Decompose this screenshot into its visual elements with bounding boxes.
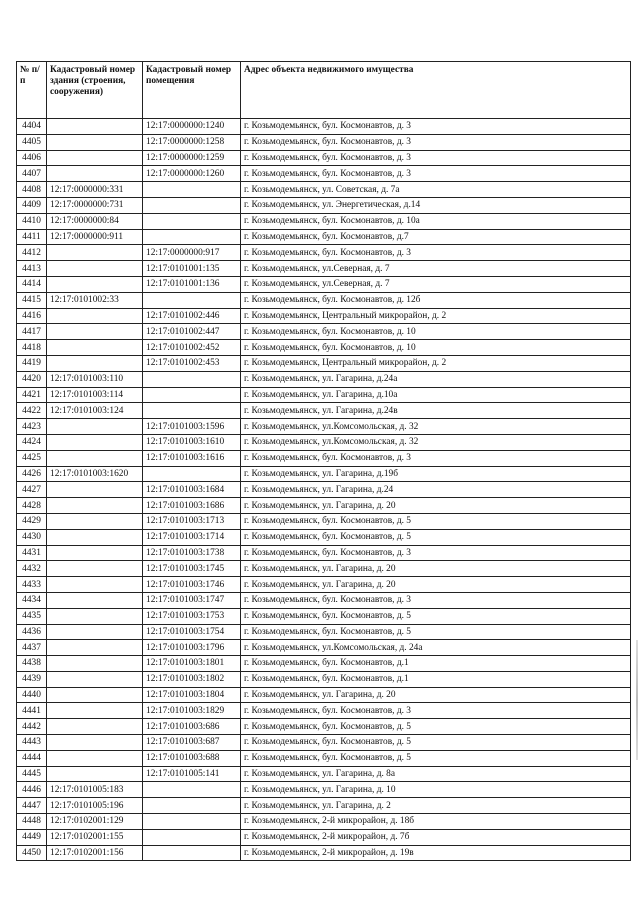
table-row — [17, 450, 631, 466]
premises-cadastral-cell — [143, 403, 241, 419]
address-cell: г. Козьмодемьянск, бул. Космонавтов, д. 3 — [241, 545, 631, 561]
building-cadastral-cell — [47, 719, 143, 735]
building-cadastral-cell — [47, 498, 143, 514]
address-cell: г. Козьмодемьянск, ул.Комсомольская, д. 32 — [241, 434, 631, 450]
row-number-cell: 4420 — [17, 371, 47, 387]
building-cadastral-cell: 12:17:0101003:124 — [47, 403, 143, 419]
building-cadastral-cell — [47, 276, 143, 292]
address-cell: г. Козьмодемьянск, бул. Космонавтов, д. 5 — [241, 513, 631, 529]
row-number-cell: 4447 — [17, 798, 47, 814]
row-number-cell: 4422 — [17, 403, 47, 419]
building-cadastral-cell — [47, 545, 143, 561]
premises-cadastral-cell: 12:17:0000000:1260 — [143, 166, 241, 182]
address-cell: г. Козьмодемьянск, ул.Комсомольская, д. 24а — [241, 640, 631, 656]
building-cadastral-cell — [47, 577, 143, 593]
row-number-cell: 4413 — [17, 261, 47, 277]
premises-cadastral-cell: 12:17:0101003:1746 — [143, 577, 241, 593]
premises-cadastral-cell: 12:17:0101003:1829 — [143, 703, 241, 719]
address-cell: г. Козьмодемьянск, 2-й микрорайон, д. 18б — [241, 814, 631, 830]
row-number-cell: 4406 — [17, 150, 47, 166]
building-cadastral-cell — [47, 624, 143, 640]
table-row — [17, 182, 631, 198]
row-number-cell: 4424 — [17, 434, 47, 450]
building-cadastral-cell: 12:17:0000000:911 — [47, 229, 143, 245]
row-number-cell: 4408 — [17, 182, 47, 198]
row-number-cell: 4438 — [17, 656, 47, 672]
table-row — [17, 498, 631, 514]
row-number-cell: 4450 — [17, 845, 47, 861]
table-body — [17, 119, 631, 861]
premises-cadastral-cell: 12:17:0101003:1802 — [143, 671, 241, 687]
address-cell: г. Козьмодемьянск, ул. Энергетическая, д.14 — [241, 197, 631, 213]
address-cell: г. Козьмодемьянск, ул.Северная, д. 7 — [241, 276, 631, 292]
building-cadastral-cell — [47, 640, 143, 656]
address-cell: г. Козьмодемьянск, ул. Гагарина, д.24 — [241, 482, 631, 498]
building-cadastral-cell — [47, 434, 143, 450]
address-cell: г. Козьмодемьянск, ул. Гагарина, д. 8а — [241, 766, 631, 782]
row-number-cell: 4445 — [17, 766, 47, 782]
building-cadastral-cell — [47, 419, 143, 435]
table-row — [17, 292, 631, 308]
address-cell: г. Козьмодемьянск, ул. Гагарина, д. 20 — [241, 498, 631, 514]
row-number-cell: 4428 — [17, 498, 47, 514]
premises-cadastral-cell — [143, 182, 241, 198]
premises-cadastral-cell: 12:17:0101003:1796 — [143, 640, 241, 656]
table-row — [17, 608, 631, 624]
building-cadastral-cell: 12:17:0000000:331 — [47, 182, 143, 198]
table-row — [17, 403, 631, 419]
premises-cadastral-cell: 12:17:0000000:1240 — [143, 119, 241, 135]
row-number-cell: 4429 — [17, 513, 47, 529]
address-cell: г. Козьмодемьянск, бул. Космонавтов, д. 3 — [241, 245, 631, 261]
address-cell: г. Козьмодемьянск, ул. Гагарина, д. 10 — [241, 782, 631, 798]
table-row — [17, 814, 631, 830]
premises-cadastral-cell: 12:17:0101003:1616 — [143, 450, 241, 466]
table-row — [17, 671, 631, 687]
table-row — [17, 561, 631, 577]
building-cadastral-cell: 12:17:0101005:196 — [47, 798, 143, 814]
building-cadastral-cell — [47, 245, 143, 261]
table-row — [17, 529, 631, 545]
row-number-cell: 4414 — [17, 276, 47, 292]
address-cell: г. Козьмодемьянск, бул. Космонавтов, д. 3 — [241, 150, 631, 166]
building-cadastral-cell — [47, 324, 143, 340]
address-cell: г. Козьмодемьянск, 2-й микрорайон, д. 19в — [241, 845, 631, 861]
address-cell: г. Козьмодемьянск, ул. Гагарина, д.24в — [241, 403, 631, 419]
building-cadastral-cell: 12:17:0101003:1620 — [47, 466, 143, 482]
table-row — [17, 355, 631, 371]
building-cadastral-cell — [47, 671, 143, 687]
row-number-cell: 4437 — [17, 640, 47, 656]
building-cadastral-cell — [47, 687, 143, 703]
premises-cadastral-cell: 12:17:0101003:1738 — [143, 545, 241, 561]
address-cell: г. Козьмодемьянск, бул. Космонавтов, д. 3 — [241, 119, 631, 135]
premises-cadastral-cell: 12:17:0000000:1258 — [143, 134, 241, 150]
table-row — [17, 197, 631, 213]
row-number-cell: 4440 — [17, 687, 47, 703]
row-number-cell: 4431 — [17, 545, 47, 561]
row-number-cell: 4412 — [17, 245, 47, 261]
table-row — [17, 308, 631, 324]
address-cell: г. Козьмодемьянск, бул. Космонавтов, д. 5 — [241, 624, 631, 640]
premises-cadastral-cell — [143, 229, 241, 245]
premises-cadastral-cell: 12:17:0101003:1686 — [143, 498, 241, 514]
premises-cadastral-cell: 12:17:0101002:453 — [143, 355, 241, 371]
address-cell: г. Козьмодемьянск, ул. Гагарина, д. 20 — [241, 561, 631, 577]
address-cell: г. Козьмодемьянск, бул. Космонавтов, д. 5 — [241, 719, 631, 735]
table-row — [17, 782, 631, 798]
row-number-cell: 4446 — [17, 782, 47, 798]
address-cell: г. Козьмодемьянск, бул. Космонавтов, д. 5 — [241, 750, 631, 766]
table-row — [17, 387, 631, 403]
premises-cadastral-cell: 12:17:0101001:136 — [143, 276, 241, 292]
row-number-cell: 4405 — [17, 134, 47, 150]
premises-cadastral-cell — [143, 829, 241, 845]
address-cell: г. Козьмодемьянск, бул. Космонавтов, д. 10а — [241, 213, 631, 229]
table-row — [17, 592, 631, 608]
building-cadastral-cell — [47, 308, 143, 324]
building-cadastral-cell — [47, 608, 143, 624]
building-cadastral-cell: 12:17:0102001:129 — [47, 814, 143, 830]
row-number-cell: 4434 — [17, 592, 47, 608]
table-row — [17, 371, 631, 387]
premises-cadastral-cell: 12:17:0101003:1714 — [143, 529, 241, 545]
row-number-cell: 4410 — [17, 213, 47, 229]
address-cell: г. Козьмодемьянск, бул. Космонавтов, д. 3 — [241, 592, 631, 608]
row-number-cell: 4444 — [17, 750, 47, 766]
table-row — [17, 687, 631, 703]
address-cell: г. Козьмодемьянск, бул. Космонавтов, д. 10 — [241, 324, 631, 340]
table-row — [17, 656, 631, 672]
premises-cadastral-cell: 12:17:0101001:135 — [143, 261, 241, 277]
premises-cadastral-cell: 12:17:0101003:686 — [143, 719, 241, 735]
premises-cadastral-cell: 12:17:0101002:446 — [143, 308, 241, 324]
address-cell: г. Козьмодемьянск, бул. Космонавтов, д. 3 — [241, 134, 631, 150]
row-number-cell: 4433 — [17, 577, 47, 593]
header-property-address: Адрес объекта недвижимого имущества — [241, 62, 631, 119]
building-cadastral-cell — [47, 766, 143, 782]
building-cadastral-cell — [47, 355, 143, 371]
row-number-cell: 4416 — [17, 308, 47, 324]
table-row — [17, 213, 631, 229]
table-row — [17, 577, 631, 593]
building-cadastral-cell — [47, 340, 143, 356]
address-cell: г. Козьмодемьянск, бул. Космонавтов, д. 5 — [241, 735, 631, 751]
table-row — [17, 340, 631, 356]
address-cell: г. Козьмодемьянск, бул. Космонавтов, д.7 — [241, 229, 631, 245]
address-cell: г. Козьмодемьянск, бул. Космонавтов, д. 3 — [241, 166, 631, 182]
address-cell: г. Козьмодемьянск, ул. Советская, д. 7а — [241, 182, 631, 198]
address-cell: г. Козьмодемьянск, бул. Космонавтов, д. 5 — [241, 529, 631, 545]
header-row — [17, 62, 631, 119]
table-row — [17, 434, 631, 450]
row-number-cell: 4421 — [17, 387, 47, 403]
premises-cadastral-cell: 12:17:0101003:1747 — [143, 592, 241, 608]
table-row — [17, 750, 631, 766]
scan-edge-mark — [636, 640, 638, 760]
premises-cadastral-cell — [143, 387, 241, 403]
row-number-cell: 4419 — [17, 355, 47, 371]
row-number-cell: 4425 — [17, 450, 47, 466]
building-cadastral-cell — [47, 750, 143, 766]
table-row — [17, 766, 631, 782]
table-row — [17, 829, 631, 845]
row-number-cell: 4449 — [17, 829, 47, 845]
premises-cadastral-cell: 12:17:0101003:1610 — [143, 434, 241, 450]
row-number-cell: 4448 — [17, 814, 47, 830]
address-cell: г. Козьмодемьянск, бул. Космонавтов, д. 5 — [241, 608, 631, 624]
table-row — [17, 624, 631, 640]
building-cadastral-cell — [47, 529, 143, 545]
table-row — [17, 545, 631, 561]
building-cadastral-cell — [47, 119, 143, 135]
premises-cadastral-cell — [143, 798, 241, 814]
table-row — [17, 735, 631, 751]
premises-cadastral-cell: 12:17:0101003:1801 — [143, 656, 241, 672]
table-row — [17, 245, 631, 261]
premises-cadastral-cell: 12:17:0000000:1259 — [143, 150, 241, 166]
address-cell: г. Козьмодемьянск, ул. Гагарина, д. 20 — [241, 687, 631, 703]
address-cell: г. Козьмодемьянск, бул. Космонавтов, д. 12б — [241, 292, 631, 308]
premises-cadastral-cell — [143, 466, 241, 482]
table-row — [17, 276, 631, 292]
premises-cadastral-cell: 12:17:0101003:1804 — [143, 687, 241, 703]
address-cell: г. Козьмодемьянск, 2-й микрорайон, д. 7б — [241, 829, 631, 845]
address-cell: г. Козьмодемьянск, Центральный микрорайон, д. 2 — [241, 308, 631, 324]
building-cadastral-cell — [47, 150, 143, 166]
premises-cadastral-cell: 12:17:0101003:1713 — [143, 513, 241, 529]
building-cadastral-cell — [47, 482, 143, 498]
address-cell: г. Козьмодемьянск, бул. Космонавтов, д. 3 — [241, 450, 631, 466]
building-cadastral-cell — [47, 134, 143, 150]
property-register-table — [16, 61, 631, 861]
row-number-cell: 4436 — [17, 624, 47, 640]
premises-cadastral-cell: 12:17:0101003:1684 — [143, 482, 241, 498]
row-number-cell: 4423 — [17, 419, 47, 435]
row-number-cell: 4439 — [17, 671, 47, 687]
table-row — [17, 640, 631, 656]
premises-cadastral-cell: 12:17:0101003:1753 — [143, 608, 241, 624]
premises-cadastral-cell — [143, 782, 241, 798]
row-number-cell: 4435 — [17, 608, 47, 624]
building-cadastral-cell: 12:17:0102001:155 — [47, 829, 143, 845]
row-number-cell: 4441 — [17, 703, 47, 719]
row-number-cell: 4432 — [17, 561, 47, 577]
address-cell: г. Козьмодемьянск, бул. Космонавтов, д. 10 — [241, 340, 631, 356]
address-cell: г. Козьмодемьянск, ул. Гагарина, д.10а — [241, 387, 631, 403]
table-row — [17, 703, 631, 719]
table-row — [17, 261, 631, 277]
building-cadastral-cell — [47, 592, 143, 608]
premises-cadastral-cell: 12:17:0101002:447 — [143, 324, 241, 340]
table-row — [17, 134, 631, 150]
address-cell: г. Козьмодемьянск, ул.Северная, д. 7 — [241, 261, 631, 277]
premises-cadastral-cell — [143, 371, 241, 387]
premises-cadastral-cell: 12:17:0101003:1745 — [143, 561, 241, 577]
header-premises-cadastral-number: Кадастровый номер помещения — [143, 62, 241, 119]
premises-cadastral-cell: 12:17:0000000:917 — [143, 245, 241, 261]
table-row — [17, 150, 631, 166]
row-number-cell: 4417 — [17, 324, 47, 340]
building-cadastral-cell — [47, 450, 143, 466]
address-cell: г. Козьмодемьянск, бул. Космонавтов, д.1 — [241, 656, 631, 672]
row-number-cell: 4442 — [17, 719, 47, 735]
building-cadastral-cell — [47, 735, 143, 751]
premises-cadastral-cell: 12:17:0101003:687 — [143, 735, 241, 751]
building-cadastral-cell: 12:17:0000000:731 — [47, 197, 143, 213]
building-cadastral-cell — [47, 166, 143, 182]
row-number-cell: 4418 — [17, 340, 47, 356]
header-row-number: № п/п — [17, 62, 47, 119]
table-row — [17, 324, 631, 340]
row-number-cell: 4427 — [17, 482, 47, 498]
table-row — [17, 229, 631, 245]
table-row — [17, 419, 631, 435]
address-cell: г. Козьмодемьянск, бул. Космонавтов, д. 3 — [241, 703, 631, 719]
premises-cadastral-cell — [143, 213, 241, 229]
building-cadastral-cell: 12:17:0101003:114 — [47, 387, 143, 403]
building-cadastral-cell: 12:17:0000000:84 — [47, 213, 143, 229]
table-row — [17, 719, 631, 735]
premises-cadastral-cell — [143, 197, 241, 213]
building-cadastral-cell — [47, 703, 143, 719]
address-cell: г. Козьмодемьянск, ул.Комсомольская, д. 32 — [241, 419, 631, 435]
table-row — [17, 845, 631, 861]
address-cell: г. Козьмодемьянск, Центральный микрорайон, д. 2 — [241, 355, 631, 371]
address-cell: г. Козьмодемьянск, ул. Гагарина, д.24а — [241, 371, 631, 387]
table-row — [17, 798, 631, 814]
building-cadastral-cell: 12:17:0101005:183 — [47, 782, 143, 798]
building-cadastral-cell — [47, 513, 143, 529]
premises-cadastral-cell: 12:17:0101003:1754 — [143, 624, 241, 640]
table-header — [17, 62, 631, 119]
address-cell: г. Козьмодемьянск, бул. Космонавтов, д.1 — [241, 671, 631, 687]
building-cadastral-cell — [47, 656, 143, 672]
row-number-cell: 4426 — [17, 466, 47, 482]
premises-cadastral-cell — [143, 845, 241, 861]
table-row — [17, 513, 631, 529]
building-cadastral-cell: 12:17:0102001:156 — [47, 845, 143, 861]
row-number-cell: 4430 — [17, 529, 47, 545]
row-number-cell: 4409 — [17, 197, 47, 213]
address-cell: г. Козьмодемьянск, ул. Гагарина, д. 20 — [241, 577, 631, 593]
table-row — [17, 166, 631, 182]
row-number-cell: 4411 — [17, 229, 47, 245]
address-cell: г. Козьмодемьянск, ул. Гагарина, д.19б — [241, 466, 631, 482]
building-cadastral-cell: 12:17:0101002:33 — [47, 292, 143, 308]
building-cadastral-cell — [47, 561, 143, 577]
premises-cadastral-cell: 12:17:0101003:688 — [143, 750, 241, 766]
row-number-cell: 4404 — [17, 119, 47, 135]
premises-cadastral-cell: 12:17:0101003:1596 — [143, 419, 241, 435]
table-row — [17, 482, 631, 498]
building-cadastral-cell: 12:17:0101003:110 — [47, 371, 143, 387]
premises-cadastral-cell: 12:17:0101002:452 — [143, 340, 241, 356]
row-number-cell: 4443 — [17, 735, 47, 751]
building-cadastral-cell — [47, 261, 143, 277]
row-number-cell: 4407 — [17, 166, 47, 182]
address-cell: г. Козьмодемьянск, ул. Гагарина, д. 2 — [241, 798, 631, 814]
premises-cadastral-cell — [143, 814, 241, 830]
header-building-cadastral-number: Кадастровый номер здания (строения, сооружения) — [47, 62, 143, 119]
premises-cadastral-cell — [143, 292, 241, 308]
table-row — [17, 466, 631, 482]
row-number-cell: 4415 — [17, 292, 47, 308]
premises-cadastral-cell: 12:17:0101005:141 — [143, 766, 241, 782]
table-row — [17, 119, 631, 135]
